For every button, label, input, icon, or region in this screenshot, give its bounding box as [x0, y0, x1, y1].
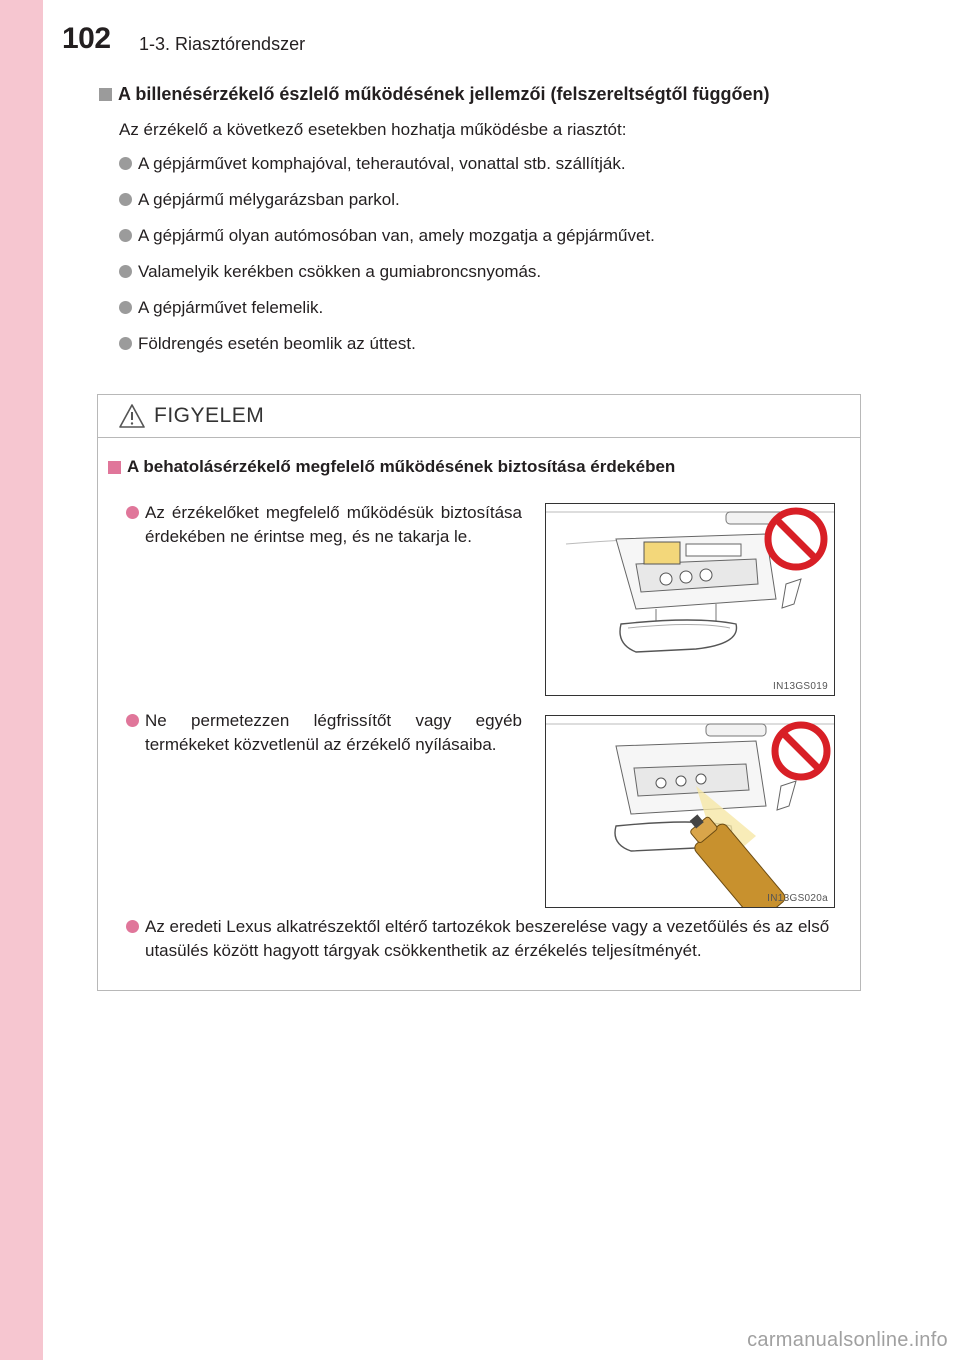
list-item-text: A gépjárművet felemelik.	[138, 298, 324, 317]
bullet-dot-icon	[126, 506, 139, 519]
list-item	[119, 224, 879, 248]
side-band	[0, 0, 43, 1360]
warning-item-text: Ne permetezzen légfrissítőt vagy egyéb termékeket közvetlenül az érzékelő nyílásaiba.	[145, 711, 522, 754]
warning-item	[126, 915, 856, 963]
warning-box	[97, 394, 861, 991]
list-item-text: Valamelyik kerékben csökken a gumiabroncsnyomás.	[138, 262, 542, 281]
list-item	[119, 332, 879, 356]
sensor-figure-1	[545, 503, 835, 696]
page-number: 102	[62, 22, 111, 55]
section-heading	[99, 82, 879, 106]
warning-triangle-icon	[118, 403, 146, 429]
warning-header	[98, 395, 860, 438]
bullet-dot-icon	[119, 193, 132, 206]
warning-item-text: Az eredeti Lexus alkatrészektől eltérő tartozékok beszerelése vagy a vezetőülés és az első utasülés között hagyott tárgyak csökkenthetik az érzékelés teljesítményét.	[145, 917, 830, 960]
bullet-dot-icon	[119, 301, 132, 314]
warning-item	[126, 501, 522, 549]
bullet-dot-icon	[126, 920, 139, 933]
square-bullet-icon	[108, 461, 121, 474]
list-item-text: A gépjármű mélygarázsban parkol.	[138, 190, 400, 209]
square-bullet-icon	[99, 88, 112, 101]
bullet-dot-icon	[126, 714, 139, 727]
watermark: carmanualsonline.info	[747, 1329, 948, 1351]
warning-item	[126, 709, 522, 757]
bullet-dot-icon	[119, 337, 132, 350]
list-item	[119, 188, 879, 212]
overhead-console-illustration	[546, 504, 835, 696]
warning-item-text: Az érzékelőket megfelelő működésük biztosítása érdekében ne érintse meg, és ne takarja le.	[145, 503, 522, 546]
list-item	[119, 260, 879, 284]
sensor-figure-2	[545, 715, 835, 908]
info-section	[99, 82, 879, 368]
bullet-dot-icon	[119, 265, 132, 278]
figure-code: IN13GS020a	[767, 893, 828, 904]
section-heading-text: A billenésérzékelő észlelő működésének jellemzői (felszereltségtől függően)	[118, 84, 770, 104]
list-item-text: Földrengés esetén beomlik az úttest.	[138, 334, 416, 353]
bullet-dot-icon	[119, 157, 132, 170]
bullet-dot-icon	[119, 229, 132, 242]
spray-illustration	[546, 716, 835, 908]
bullet-list	[99, 152, 879, 356]
list-item-text: A gépjárművet komphajóval, teherautóval, vonattal stb. szállítják.	[138, 154, 626, 173]
warning-heading-text: A behatolásérzékelő megfelelő működésének biztosítása érdekében	[127, 457, 676, 476]
section-intro: Az érzékelő a következő esetekben hozhatja működésbe a riasztót:	[119, 120, 627, 139]
list-item	[119, 152, 879, 176]
figure-code: IN13GS019	[773, 681, 828, 692]
list-item	[119, 296, 879, 320]
list-item-text: A gépjármű olyan autómosóban van, amely mozgatja a gépjárművet.	[138, 226, 655, 245]
warning-title: FIGYELEM	[154, 404, 265, 427]
section-title: 1-3. Riasztórendszer	[139, 34, 306, 54]
warning-heading	[108, 457, 850, 477]
